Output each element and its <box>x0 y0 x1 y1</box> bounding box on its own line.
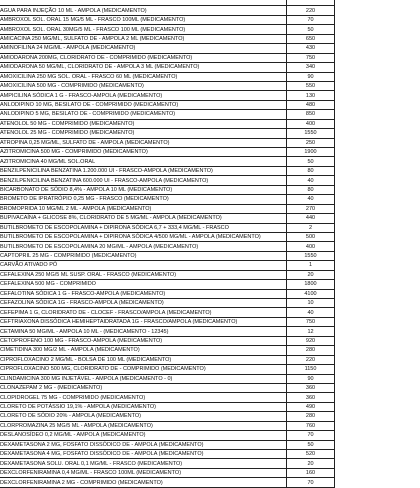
table-row <box>0 72 335 81</box>
item-quantity-cell: 280 <box>287 412 335 421</box>
table-row <box>0 25 335 34</box>
item-description-cell: CIPROFLOXACINO 2 MG/ML - BOLSA DE 100 ML (MEDICAMENTO) <box>0 355 287 364</box>
table-row <box>0 53 335 62</box>
item-description-cell: DEXCLORFENIRAMINA 0,4 MG/ML - FRASCO 100ML (MEDICAMENTO) <box>0 468 287 477</box>
item-description-cell: CAPTOPRIL 25 MG - COMPRIMIDO (MEDICAMENTO) <box>0 251 287 260</box>
table-row <box>0 15 335 24</box>
item-description-cell: CARVÃO ATIVADO PÓ <box>0 261 287 270</box>
table-row <box>0 478 335 487</box>
table-row <box>0 299 335 308</box>
item-quantity-cell: 80 <box>287 166 335 175</box>
item-description-cell: BUTILBROMETO DE ESCOPOLAMINA 20 MG/ML - AMPOLA (MEDICAMENTO) <box>0 242 287 251</box>
table-row <box>0 468 335 477</box>
item-quantity-cell: 850 <box>287 110 335 119</box>
item-quantity-cell: 4100 <box>287 289 335 298</box>
item-quantity-cell: 50 <box>287 25 335 34</box>
item-quantity-cell: 10 <box>287 299 335 308</box>
item-description-cell: CLORETO DE SÓDIO 20% - AMPOLA (MEDICAMENTO) <box>0 412 287 421</box>
item-quantity-cell: 520 <box>287 450 335 459</box>
item-description-cell: BUTILBROMETO DE ESCOPOLAMINA + DIPIRONA SÓDICA 6,7 + 333,4 MG/ML - FRASCO <box>0 223 287 232</box>
item-quantity-cell: 270 <box>287 204 335 213</box>
item-description-cell: BROMETO DE IPRATRÓPIO 0,25 MG - FRASCO (MEDICAMENTO) <box>0 195 287 204</box>
table-row <box>0 459 335 468</box>
table-row <box>0 317 335 326</box>
item-description-cell: AGUA PARA INJEÇÃO 10 ML - AMPOLA (MEDICAMENTO) <box>0 6 287 15</box>
item-quantity-cell: 750 <box>287 317 335 326</box>
item-quantity-cell: 70 <box>287 478 335 487</box>
item-description-cell: AMBROXOL SOL. ORAL 30MG/5 ML - FRASCO 100 ML (MEDICAMENTO) <box>0 25 287 34</box>
item-description-cell: AMINOFILINA 24 MG/ML - AMPOLA (MEDICAMENTO) <box>0 44 287 53</box>
item-description-cell: ATENOLOL 25 MG - COMPRIMIDO (MEDICAMENTO) <box>0 129 287 138</box>
item-description-cell: BUTILBROMETO DE ESCOPOLAMINA + DIPIRONA SÓDICA 4/500 MG/ML - AMPOLA (MEDICAMENTO) <box>0 232 287 241</box>
table-row <box>0 119 335 128</box>
item-quantity-cell: 1550 <box>287 251 335 260</box>
item-description-cell: AMBROXOL SOL. ORAL 15 MG/5 ML - FRASCO 100ML (MEDICAMENTO) <box>0 15 287 24</box>
item-quantity-cell: 280 <box>287 346 335 355</box>
table-row <box>0 166 335 175</box>
item-description-cell: ATROPINA 0,25 MG/ML, SULFATO DE - AMPOLA (MEDICAMENTO) <box>0 138 287 147</box>
item-description-cell: DEXAMETASONA 2 MG, FOSFATO DISSÓDICO DE - AMPOLA (MEDICAMENTO) <box>0 440 287 449</box>
item-quantity-cell: 550 <box>287 81 335 90</box>
item-description-cell: AMICACINA 250 MG/ML, SULFATO DE - AMPOLA 2 ML (MEDICAMENTO) <box>0 34 287 43</box>
table-row <box>0 270 335 279</box>
item-description-cell: AMIODARONA 50 MG/ML, CLORIDRATO DE - AMPOLA 3 ML (MEDICAMENTO) <box>0 63 287 72</box>
item-quantity-cell: 40 <box>287 308 335 317</box>
table-row <box>0 280 335 289</box>
item-description-cell: BICARBONATO DE SÓDIO 8,4% - AMPOLA 10 ML (MEDICAMENTO) <box>0 185 287 194</box>
table-row <box>0 148 335 157</box>
table-row <box>0 185 335 194</box>
item-description-cell: CIPROFLOXACINO 500 MG, CLORIDRATO DE - COMPRIMIDO (MEDICAMENTO) <box>0 365 287 374</box>
item-description-cell: CEFTRIAXONA DISSÓDICA HEMIHEPTAIDRATADA 1G - FRASCO/AMPOLA (MEDICAMENTO) <box>0 317 287 326</box>
item-description-cell: BENZILPENICILINA BENZATINA 600.000 UI - FRASCO-AMPOLA (MEDICAMENTO) <box>0 176 287 185</box>
item-quantity-cell: 340 <box>287 63 335 72</box>
table-row <box>0 232 335 241</box>
table-row <box>0 176 335 185</box>
item-quantity-cell: 50 <box>287 440 335 449</box>
item-quantity-cell: 70 <box>287 431 335 440</box>
table-row <box>0 204 335 213</box>
table-row <box>0 327 335 336</box>
item-description-cell: CEFALEXINA 500 MG - COMPRIMIDO <box>0 280 287 289</box>
item-description-cell: AZITROMICINA 40 MG/ML SOL.ORAL <box>0 157 287 166</box>
item-description-cell: CLINDAMICINA 300 MG INJETÁVEL - AMPOLA (MEDICAMENTO - 0) <box>0 374 287 383</box>
item-quantity-cell: 480 <box>287 100 335 109</box>
table-row <box>0 44 335 53</box>
item-quantity-cell: 400 <box>287 242 335 251</box>
table-row <box>0 374 335 383</box>
item-quantity-cell: 1550 <box>287 129 335 138</box>
table-row <box>0 308 335 317</box>
table-row <box>0 223 335 232</box>
item-description-cell: CLORETO DE POTÁSSIO 19,1% - AMPOLA (MEDICAMENTO) <box>0 402 287 411</box>
item-quantity-cell: 220 <box>287 355 335 364</box>
table-row <box>0 251 335 260</box>
item-quantity-cell: 2 <box>287 223 335 232</box>
table-row <box>0 91 335 100</box>
table-row <box>0 289 335 298</box>
item-description-cell: ATENOLOL 50 MG - COMPRIMIDO (MEDICAMENTO) <box>0 119 287 128</box>
item-quantity-cell: 760 <box>287 421 335 430</box>
table-row <box>0 261 335 270</box>
table-row <box>0 336 335 345</box>
item-description-cell: CLOPIDROGEL 75 MG - COMPRIMIDO (MEDICAMENTO) <box>0 393 287 402</box>
item-description-cell: ANLODIPINO 10 MG, BESILATO DE - COMPRIMIDO (MEDICAMENTO) <box>0 100 287 109</box>
table-row <box>0 393 335 402</box>
item-quantity-cell: 70 <box>287 15 335 24</box>
item-quantity-cell: 1 <box>287 261 335 270</box>
table-row <box>0 6 335 15</box>
table-row <box>0 440 335 449</box>
item-description-cell: AZITROMICINA 500 MG - COMPRIMIDO (MEDICAMENTO) <box>0 148 287 157</box>
table-row <box>0 355 335 364</box>
item-quantity-cell: 430 <box>287 44 335 53</box>
item-quantity-cell: 20 <box>287 459 335 468</box>
item-description-cell: BENZILPENICILINA BENZATINA 1.200.000 UI - FRASCO-AMPOLA (MEDICAMENTO) <box>0 166 287 175</box>
item-description-cell: CEFALEXINA 250 MG/5 ML SUSP. ORAL - FRASCO (MEDICAMENTO) <box>0 270 287 279</box>
item-description-cell: DEXAMETASONA 4 MG, FOSFATO DISSÓDICO DE - AMPOLA (MEDICAMENTO) <box>0 450 287 459</box>
item-description-cell: CETAMINA 50 MG/ML - AMPOLA 10 ML - (MEDICAMENTO - 12345) <box>0 327 287 336</box>
item-quantity-cell: 40 <box>287 195 335 204</box>
table-row <box>0 138 335 147</box>
item-quantity-cell: 90 <box>287 72 335 81</box>
item-description-cell: AMOXICILINA 250 MG SOL. ORAL - FRASCO 60 ML (MEDICAMENTO) <box>0 72 287 81</box>
item-description-cell: CLORPROMAZINA 25 MG/5 ML - AMPOLA (MEDICAMENTO) <box>0 421 287 430</box>
item-quantity-cell: 50 <box>287 157 335 166</box>
item-description-cell: CIMETIDINA 300 MG/2 ML - AMPOLA (MEDICAMENTO) <box>0 346 287 355</box>
table-row <box>0 431 335 440</box>
table-row <box>0 450 335 459</box>
item-quantity-cell: 250 <box>287 138 335 147</box>
table-row <box>0 214 335 223</box>
item-description-cell: AMIODARONA 200MG, CLORIDRATO DE - COMPRIMIDO (MEDICAMENTO) <box>0 53 287 62</box>
item-quantity-cell: 20 <box>287 270 335 279</box>
item-quantity-cell: 1800 <box>287 280 335 289</box>
item-description-cell: CEFALOTINA SÓDICA 1 G - FRASCO-AMPOLA (MEDICAMENTO) <box>0 289 287 298</box>
item-description-cell: CLONAZEPAM 2 MG - (MEDICAMENTO) <box>0 383 287 392</box>
item-quantity-cell: 220 <box>287 6 335 15</box>
item-quantity-cell: 360 <box>287 393 335 402</box>
table-row <box>0 157 335 166</box>
item-description-cell: CEFAZOLINA SÓDICA 1G - FRASCO-AMPOLA (MEDICAMENTO) <box>0 299 287 308</box>
item-quantity-cell: 160 <box>287 468 335 477</box>
item-description-cell: DEXAMETASONA SOLU. ORAL 0,1 MG/ML - FRASCO (MEDICAMENTO) <box>0 459 287 468</box>
table-row <box>0 421 335 430</box>
table-row <box>0 242 335 251</box>
table-row <box>0 110 335 119</box>
item-description-cell: CEFEPIMA 1 G, CLORIDRATO DE - CLOCEF - FRASCO/AMPOLA (MEDICAMENTO) <box>0 308 287 317</box>
item-quantity-cell: 80 <box>287 185 335 194</box>
item-quantity-cell: 920 <box>287 336 335 345</box>
item-description-cell: AMPICILINA SÓDICA 1 G - FRASCO-AMPOLA (MEDICAMENTO) <box>0 91 287 100</box>
table-row <box>0 34 335 43</box>
item-quantity-cell: 40 <box>287 176 335 185</box>
item-description-cell: AMOXICILINA 500 MG - COMPRIMIDO (MEDICAMENTO) <box>0 81 287 90</box>
table-row <box>0 63 335 72</box>
item-quantity-cell: 1900 <box>287 148 335 157</box>
table-row <box>0 402 335 411</box>
item-description-cell: ANLODIPINO 5 MG, BESILATO DE - COMPRIMIDO (MEDICAMENTO) <box>0 110 287 119</box>
item-description-cell: BUPIVACAÍNA + GLICOSE 8%, CLORIDRATO DE 5 MG/ML - AMPOLA (MEDICAMENTO) <box>0 214 287 223</box>
item-quantity-cell: 130 <box>287 91 335 100</box>
table-row <box>0 81 335 90</box>
table-row <box>0 129 335 138</box>
table-row <box>0 195 335 204</box>
item-quantity-cell: 500 <box>287 232 335 241</box>
item-quantity-cell: 650 <box>287 34 335 43</box>
item-quantity-cell: 12 <box>287 327 335 336</box>
item-quantity-cell: 750 <box>287 53 335 62</box>
item-quantity-cell: 440 <box>287 214 335 223</box>
table-row <box>0 365 335 374</box>
item-quantity-cell: 90 <box>287 374 335 383</box>
item-description-cell: CETOPROFENO 100 MG - FRASCO-AMPOLA (MEDICAMENTO) <box>0 336 287 345</box>
table-row <box>0 383 335 392</box>
item-quantity-cell: 1150 <box>287 365 335 374</box>
item-quantity-cell: 490 <box>287 402 335 411</box>
item-description-cell: DEXCLORFENIRAMINA 2 MG - COMPRIMIDO (MEDICAMENTO) <box>0 478 287 487</box>
item-quantity-cell: 360 <box>287 383 335 392</box>
table-row <box>0 346 335 355</box>
item-description-cell: BROMOPRIDA 10 MG/ML 2 ML - AMPOLA (MEDICAMENTO) <box>0 204 287 213</box>
table-row <box>0 100 335 109</box>
item-description-cell: DESLANOSÍDEO 0,2 MG/ML - AMPOLA (MEDICAMENTO) <box>0 431 287 440</box>
item-quantity-cell: 400 <box>287 119 335 128</box>
